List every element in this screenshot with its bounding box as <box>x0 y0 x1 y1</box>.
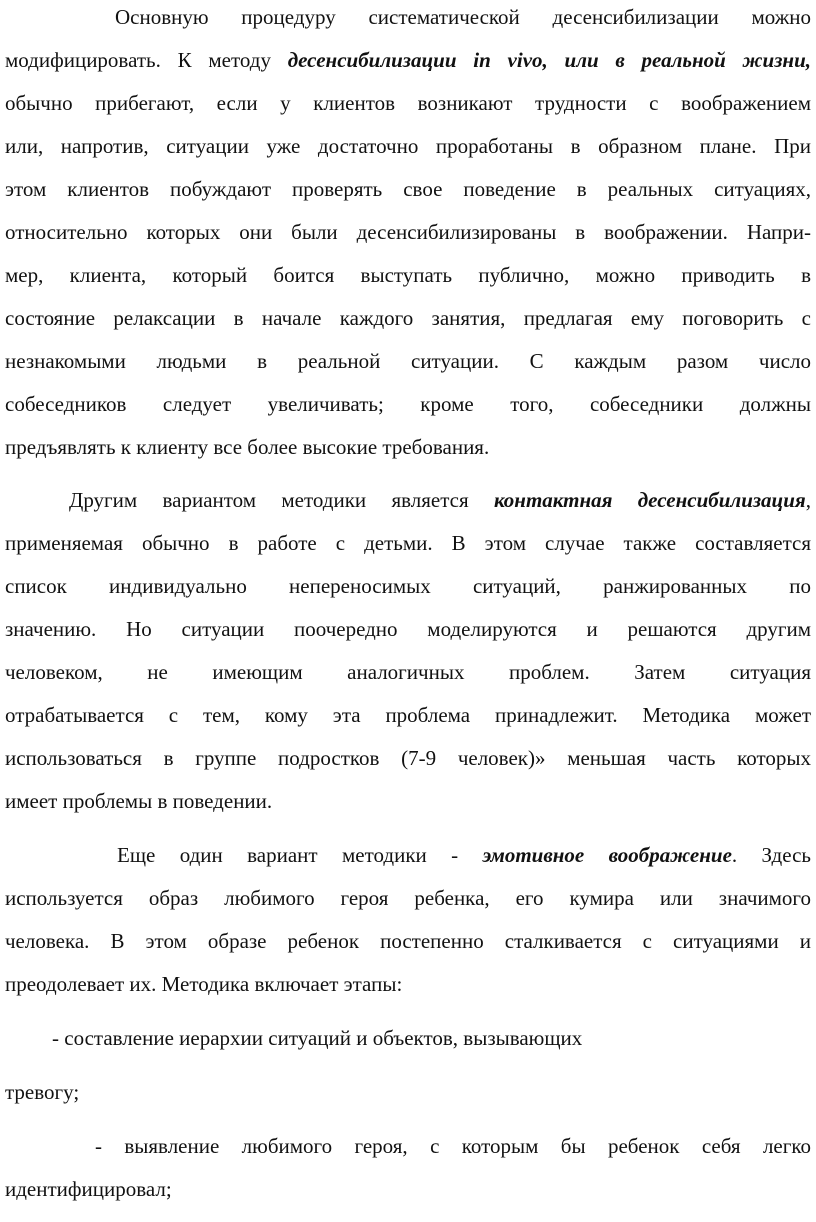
text-run: Другим вариантом методики является <box>69 488 494 512</box>
text-run: применяемая обычно в работе с детьми. В этом случае также составляется <box>5 531 811 555</box>
text-line <box>5 217 811 247</box>
text-line <box>5 883 811 913</box>
text-line <box>5 303 811 333</box>
text-run: состояние релаксации в начале каждого занятия, предлагая ему поговорить с <box>5 306 811 330</box>
text-run: этом клиентов побуждают проверять свое поведение в реальных ситуациях, <box>5 177 811 201</box>
emphasized-term: эмотивное воображение <box>482 843 732 867</box>
text-run: Основную процедуру систематической десенсибилизации можно <box>115 5 811 29</box>
text-line <box>5 45 811 75</box>
text-line <box>5 571 811 601</box>
text-run: или, напротив, ситуации уже достаточно проработаны в образном плане. При <box>5 134 811 158</box>
text-line <box>5 700 811 730</box>
text-line <box>5 969 811 999</box>
text-run: . Здесь <box>731 843 811 867</box>
text-run: список индивидуально непереносимых ситуаций, ранжированных по <box>5 574 811 598</box>
text-line <box>5 346 811 376</box>
text-run: , <box>805 488 811 512</box>
text-run: человеком, не имеющим аналогичных проблем. Затем ситуация <box>5 660 811 684</box>
emphasized-term: десенсибилизации in vivo, или в реальной жизни, <box>287 48 811 72</box>
text-run: идентифицировал; <box>5 1177 172 1201</box>
text-line <box>5 174 811 204</box>
text-line <box>5 926 811 956</box>
text-line <box>5 743 811 773</box>
text-line <box>5 528 811 558</box>
text-run: незнакомыми людьми в реальной ситуации. С каждым разом число <box>5 349 811 373</box>
text-line <box>5 614 811 644</box>
emphasized-term: контактная десенсибилизация <box>493 488 806 512</box>
text-line <box>5 2 811 32</box>
text-run: модифицировать. К методу <box>5 48 288 72</box>
text-run: человека. В этом образе ребенок постепенно сталкивается с ситуациями и <box>5 929 811 953</box>
text-run: - составление иерархии ситуаций и объектов, вызывающих <box>52 1026 583 1050</box>
text-run: собеседников следует увеличивать; кроме того, собеседники должны <box>5 392 811 416</box>
text-run: мер, клиента, который боится выступать публично, можно приводить в <box>5 263 811 287</box>
text-line <box>5 389 811 419</box>
text-run: отрабатывается с тем, кому эта проблема принадлежит. Методика может <box>5 703 811 727</box>
text-line <box>5 432 811 462</box>
text-run: Еще один вариант методики - <box>117 843 483 867</box>
text-run: - выявление любимого героя, с которым бы ребенок себя легко <box>95 1134 811 1158</box>
text-line <box>5 657 811 687</box>
text-line <box>5 840 811 870</box>
text-run: тревогу; <box>5 1080 80 1104</box>
text-run: преодолевает их. Методика включает этапы: <box>5 972 403 996</box>
text-run: предъявлять к клиенту все более высокие требования. <box>5 435 490 459</box>
text-line <box>5 260 811 290</box>
list-item-line <box>5 1077 811 1107</box>
text-run: имеет проблемы в поведении. <box>5 789 273 813</box>
text-run: обычно прибегают, если у клиентов возникают трудности с воображением <box>5 91 811 115</box>
text-run: относительно которых они были десенсибилизированы в воображении. Напри- <box>5 220 811 244</box>
list-item-line <box>5 1023 811 1053</box>
list-item-line <box>5 1174 811 1204</box>
list-item-line <box>5 1131 811 1161</box>
text-run: значению. Но ситуации поочередно моделируются и решаются другим <box>5 617 811 641</box>
text-line <box>5 131 811 161</box>
text-run: используется образ любимого героя ребенка, его кумира или значимого <box>5 886 811 910</box>
text-line <box>5 88 811 118</box>
text-run: использоваться в группе подростков (7-9 человек)» меньшая часть которых <box>5 746 811 770</box>
text-line <box>5 786 811 816</box>
text-line <box>5 485 811 515</box>
